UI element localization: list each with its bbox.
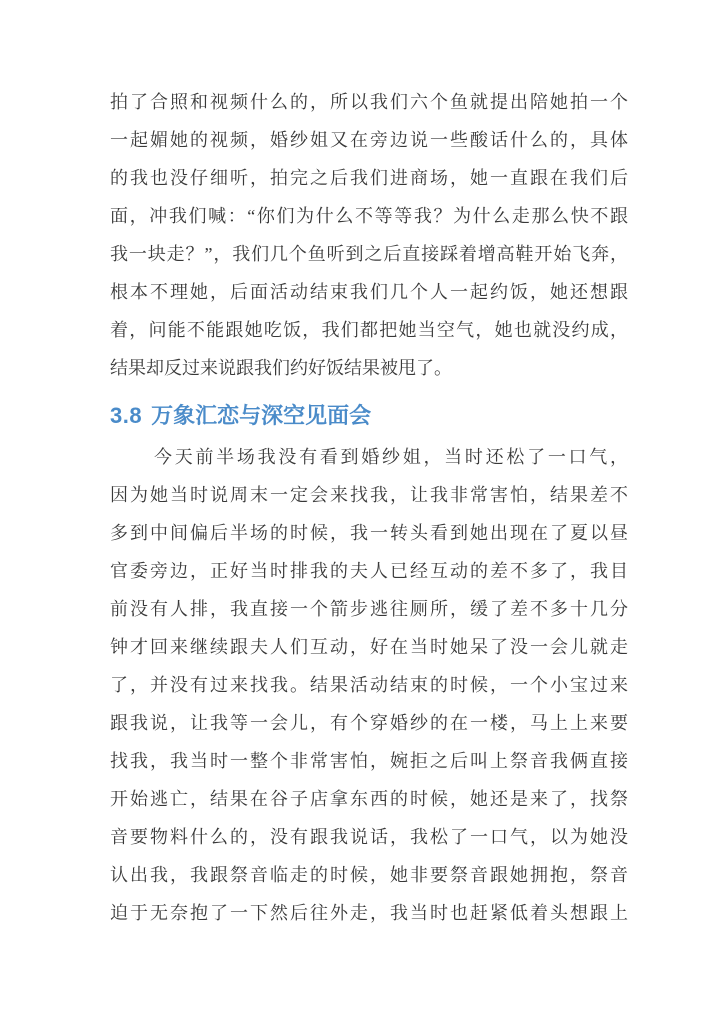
paragraph-2 bbox=[110, 438, 628, 932]
text-line: 因为她当时说周末一定会来找我，让我非常害怕，结果差不 bbox=[110, 485, 628, 505]
text-line: 面，冲我们喊：“你们为什么不等等我？为什么走那么快不跟 bbox=[110, 206, 628, 226]
text-line: 拍了合照和视频什么的，所以我们六个鱼就提出陪她拍一个 bbox=[110, 92, 628, 112]
text-line: 迫于无奈抱了一下然后往外走，我当时也赶紧低着头想跟上 bbox=[110, 903, 628, 923]
text-line: 一起媚她的视频，婚纱姐又在旁边说一些酸话什么的，具体 bbox=[110, 130, 628, 150]
text-line: 认出我，我跟祭音临走的时候，她非要祭音跟她拥抱，祭音 bbox=[110, 865, 628, 885]
section-number: 3.8 bbox=[110, 403, 143, 428]
section-heading bbox=[110, 401, 628, 431]
section-title: 万象汇恋与深空见面会 bbox=[151, 403, 372, 428]
text-line: 的我也没仔细听，拍完之后我们进商场，她一直跟在我们后 bbox=[110, 168, 628, 188]
text-line: 音要物料什么的，没有跟我说话，我松了一口气，以为她没 bbox=[110, 827, 628, 847]
text-line: 钟才回来继续跟夫人们互动，好在当时她呆了没一会儿就走 bbox=[110, 637, 628, 657]
text-line: 找我，我当时一整个非常害怕，婉拒之后叫上祭音我俩直接 bbox=[110, 751, 628, 771]
text-line: 今天前半场我没有看到婚纱姐，当时还松了一口气， bbox=[154, 447, 628, 467]
text-line: 多到中间偏后半场的时候，我一转头看到她出现在了夏以昼 bbox=[110, 523, 628, 543]
text-line: 开始逃亡，结果在谷子店拿东西的时候，她还是来了，找祭 bbox=[110, 789, 628, 809]
text-line: 前没有人排，我直接一个箭步逃往厕所，缓了差不多十几分 bbox=[110, 599, 628, 619]
text-line: 了，并没有过来找我。结果活动结束的时候，一个小宝过来 bbox=[110, 675, 628, 695]
text-line: 结果却反过来说跟我们约好饭结果被甩了。 bbox=[110, 358, 452, 378]
text-line: 官委旁边，正好当时排我的夫人已经互动的差不多了，我目 bbox=[110, 561, 628, 581]
text-line: 着，问能不能跟她吃饭，我们都把她当空气，她也就没约成， bbox=[110, 320, 628, 340]
paragraph-1 bbox=[110, 83, 628, 387]
text-line: 我一块走？”，我们几个鱼听到之后直接踩着增高鞋开始飞奔， bbox=[110, 244, 628, 264]
text-line: 根本不理她，后面活动结束我们几个人一起约饭，她还想跟 bbox=[110, 282, 628, 302]
text-line: 跟我说，让我等一会儿，有个穿婚纱的在一楼，马上上来要 bbox=[110, 713, 628, 733]
